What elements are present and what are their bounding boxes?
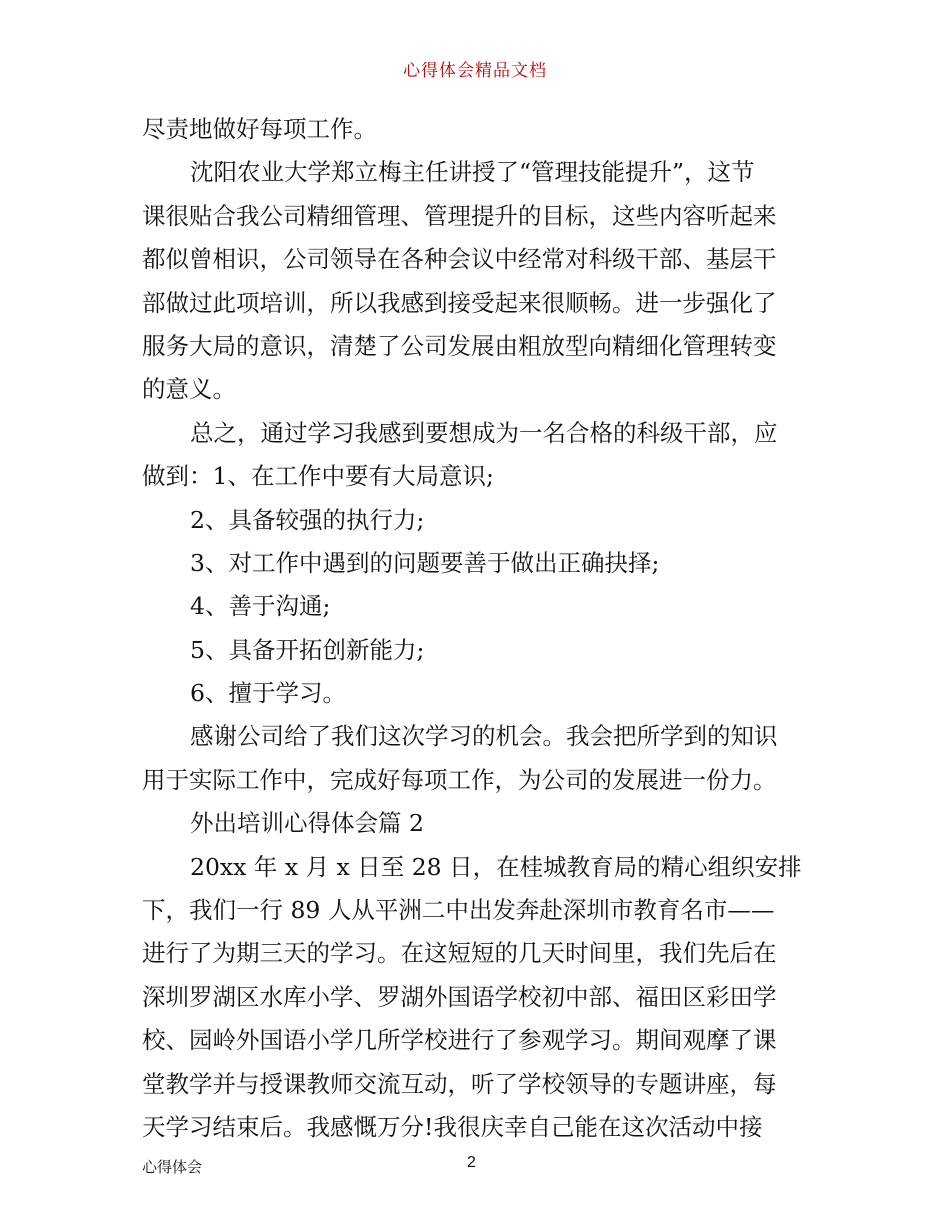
document-body [142, 108, 812, 1149]
text-line: 感谢公司给了我们这次学习的机会。我会把所学到的知识 [190, 722, 778, 751]
document-header-title: 心得体会精品文档 [403, 61, 547, 81]
text-line: 做到：1、在工作中要有大局意识; [142, 462, 494, 491]
text-line: 进行了为期三天的学习。在这短短的几天时间里，我们先后在 [142, 939, 777, 968]
list-item: 5、具备开拓创新能力; [190, 635, 425, 664]
list-item: 4、善于沟通; [190, 592, 331, 621]
text-line: 沈阳农业大学郑立梅主任讲授了“管理技能提升”，这节 [190, 158, 755, 187]
text-line: 的意义。 [142, 375, 236, 404]
text-line: 都似曾相识，公司领导在各种会议中经常对科级干部、基层干 [142, 245, 777, 274]
text-line: 堂教学并与授课教师交流互动，听了学校领导的专题讲座，每 [142, 1069, 777, 1098]
list-item: 6、擅于学习。 [190, 679, 346, 708]
text-line: 用于实际工作中，完成好每项工作，为公司的发展进一份力。 [142, 765, 777, 794]
footer-label: 心得体会 [142, 1158, 203, 1176]
text-line: 尽责地做好每项工作。 [142, 115, 377, 143]
list-item: 3、对工作中遇到的问题要善于做出正确抉择; [190, 548, 660, 577]
text-line: 课很贴合我公司精细管理、管理提升的目标，这些内容听起来 [142, 201, 777, 230]
text-line: 天学习结束后。我感慨万分!我很庆幸自己能在这次活动中接 [142, 1112, 763, 1141]
list-item: 2、具备较强的执行力; [190, 505, 425, 534]
text-line: 服务大局的意识，清楚了公司发展由粗放型向精细化管理转变 [142, 331, 777, 360]
page-number: 2 [467, 1154, 476, 1171]
section-heading: 外出培训心得体会篇 2 [190, 809, 424, 838]
text-line: 20xx 年 x 月 x 日至 28 日，在桂城教育局的精心组织安排 [190, 852, 802, 881]
text-line: 校、园岭外国语小学几所学校进行了参观学习。期间观摩了课 [142, 1026, 777, 1055]
text-line: 下，我们一行 89 人从平洲二中出发奔赴深圳市教育名市—— [142, 896, 775, 925]
text-line: 总之，通过学习我感到要想成为一名合格的科级干部，应 [190, 418, 778, 447]
text-line: 深圳罗湖区水库小学、罗湖外国语学校初中部、福田区彩田学 [142, 982, 777, 1011]
text-line: 部做过此项培训，所以我感到接受起来很顺畅。进一步强化了 [142, 288, 777, 317]
